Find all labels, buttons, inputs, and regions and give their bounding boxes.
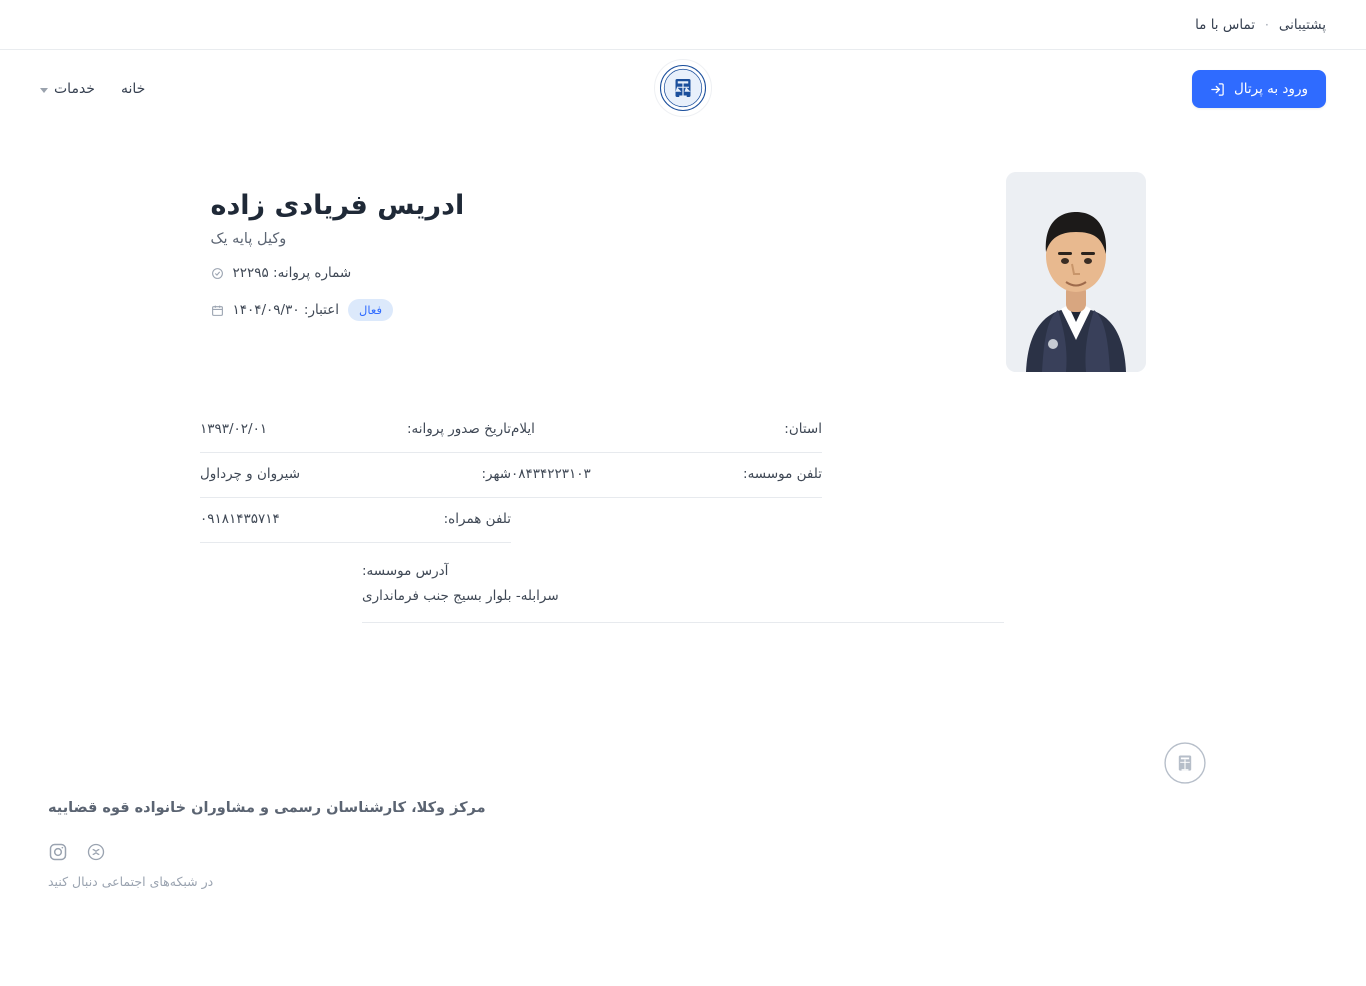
address-label: آدرس موسسه: [362,563,449,579]
city-label: شهر: [481,466,511,482]
lawyer-rank: وکیل پایه یک [210,231,287,247]
badge-check-icon [211,267,224,280]
detail-row-issue-date [200,408,511,453]
office-address-block [362,543,1004,604]
office-phone-label: تلفن موسسه: [743,466,822,482]
office-phone-value: ۰۸۴۳۴۲۲۳۱۰۳ [511,466,591,482]
logo-scales-of-justice-icon [659,64,707,112]
footer-scales-of-justice-icon [1163,741,1207,785]
city-value: شیروان و چرداول [200,466,301,482]
validity-text: اعتبار: ۱۴۰۴/۰۹/۳۰ [232,302,340,318]
profile-info-column [211,172,856,372]
site-header [0,50,1366,128]
status-badge: فعال [348,299,393,321]
profile-photo-column [916,172,1156,372]
follow-text: در شبکه‌های اجتماعی دنبال کنید [48,874,214,889]
address-divider [362,622,1004,623]
avatar [1006,172,1146,372]
main-navigation [40,81,145,97]
issue-date-label: تاریخ صدور پروانه: [406,421,511,437]
chevron-down-icon [40,88,48,93]
login-arrow-icon [1210,82,1225,97]
page-title: ادریس فریادی زاده [210,190,465,221]
nav-item-services-label: خدمات [54,81,95,97]
top-utility-bar [0,0,1366,50]
bale-icon[interactable] [86,842,106,862]
validity-line [211,299,856,321]
lawyer-portrait-image [1006,172,1146,372]
topbar-separator: · [1265,17,1269,32]
instagram-icon[interactable] [48,842,68,862]
province-label: استان: [784,421,822,437]
address-value: سرابله- بلوار بسیج جنب فرمانداری [362,588,559,604]
detail-row-mobile [200,498,511,543]
mobile-label: تلفن همراه: [443,511,511,527]
license-number-line [211,265,856,281]
province-value: ایلام [511,421,535,437]
detail-row-province [511,408,822,453]
mobile-value: ۰۹۱۸۱۴۳۵۷۱۴ [200,511,280,527]
topbar-links [1195,17,1326,33]
footer-title: مرکز وکلا، کارشناسان رسمی و مشاوران خانواده قوه قضاییه [48,800,486,816]
detail-row-office-phone [511,453,822,498]
issue-date-value: ۱۳۹۳/۰۲/۰۱ [200,421,268,437]
nav-item-services[interactable] [40,81,95,97]
details-column-secondary [511,408,822,543]
calendar-icon [211,304,224,317]
nav-item-home[interactable] [121,81,145,97]
topbar-link-contact-us[interactable]: تماس با ما [1195,16,1256,33]
social-links [48,842,106,862]
topbar-link-support[interactable]: پشتیبانی [1278,16,1326,33]
site-footer [0,740,1366,889]
nav-item-home-label: خانه [120,81,146,97]
detail-row-city [200,453,511,498]
details-grid [180,408,1186,543]
footer-logo [1162,740,1208,786]
portal-login-button[interactable] [1192,70,1326,108]
brand-logo[interactable] [654,59,712,117]
portal-login-label: ورود به پرتال [1233,81,1308,97]
details-column-primary [200,408,511,543]
license-number-text: شماره پروانه: ۲۲۲۹۵ [232,265,352,281]
lawyer-profile-section [0,128,1366,372]
footer-content [48,740,1208,889]
